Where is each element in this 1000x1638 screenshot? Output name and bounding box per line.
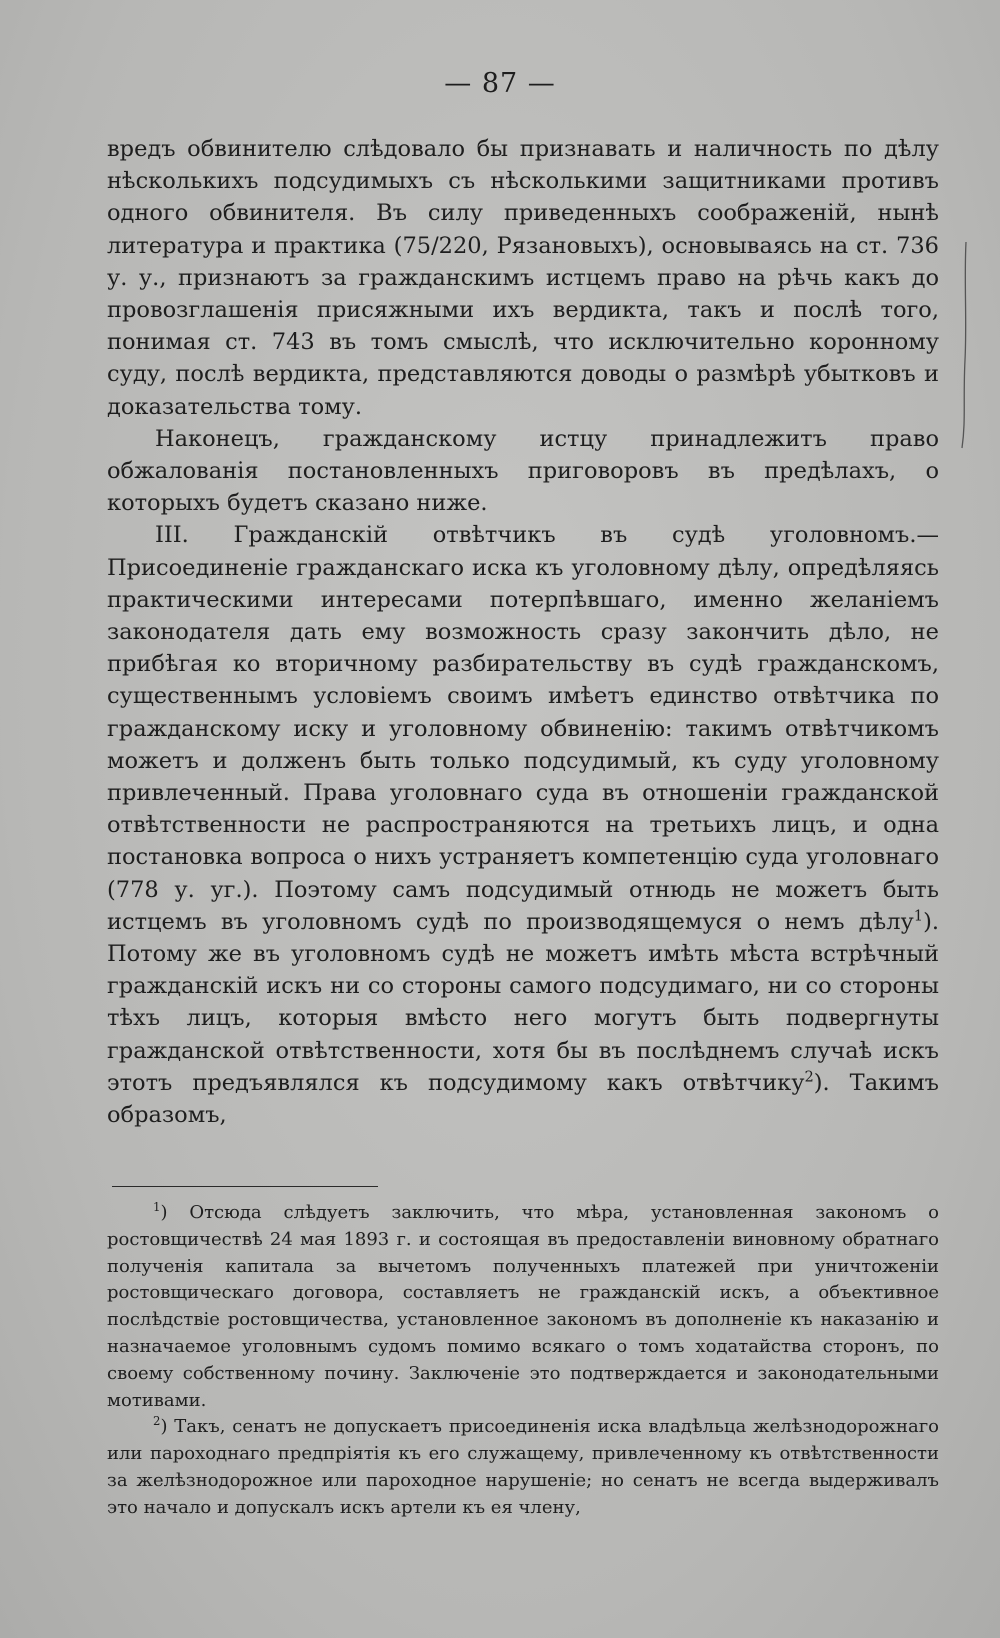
section-heading: III. Гражданскій отвѣтчикъ въ судѣ уголовномъ.—	[155, 522, 939, 549]
paragraph-3-text-a: Присоединеніе гражданскаго иска къ уголовному дѣлу, опредѣляясь практическими интересами потерпѣвшаго, именно желаніемъ законодателя дать ему возможность сразу закончить дѣло, не прибѣгая ко вторичному разбирательству въ судѣ гражданскомъ, существеннымъ условіемъ своимъ имѣетъ единство отвѣтчика по гражданскому иску и уголовному обвиненію: такимъ отвѣтчикомъ можетъ и долженъ быть только подсудимый, къ суду уголовному привлеченный. Права уголовнаго суда въ отношеніи гражданской отвѣтственности не распространяются на третьихъ лицъ, и одна постановка вопроса о нихъ устраняетъ компетенцію суда уголовнаго (778 у. уг.). Поэтому самъ подсудимый отнюдь не можетъ быть истцемъ въ уголовномъ судѣ по производящемуся о немъ дѣлу	[107, 554, 939, 935]
footnote-2-text: ) Такъ, сенатъ не допускаетъ присоединенія иска владѣльца желѣзнодорожнаго или пароходнаго предпріятія къ его служащему, привлеченному къ отвѣтственности за желѣзнодорожное или пароходное нарушеніе; но сенатъ не всегда выдерживалъ это начало и допускалъ искъ артели къ ея члену,	[107, 1416, 939, 1518]
page-number: — 87 —	[444, 68, 556, 99]
footnotes	[107, 1200, 939, 1522]
footnote-ref-1: 1	[913, 907, 924, 925]
paragraph-3-text-b: ). Потому же въ уголовномъ судѣ не можетъ имѣть мѣста встрѣчный гражданскій искъ ни со стороны самого подсудимаго, ни со стороны тѣхъ лицъ, которыя вмѣсто него могутъ быть подвергнуты гражданской отвѣтственности, хотя бы въ послѣднемъ случаѣ искъ этотъ предъявлялся къ подсудимому какъ отвѣтчику	[107, 908, 939, 1096]
footnote-ref-2: 2	[804, 1068, 814, 1086]
footnote-2	[107, 1414, 939, 1521]
footnote-separator	[112, 1186, 378, 1187]
footnote-1	[107, 1200, 939, 1414]
margin-pencil-mark	[958, 240, 972, 450]
footnote-1-mark: 1	[153, 1200, 161, 1214]
paragraph-3-text-c: ). Такимъ образомъ,	[107, 1069, 939, 1129]
footnote-2-mark: 2	[153, 1414, 161, 1429]
footnote-1-text: ) Отсюда слѣдуетъ заключить, что мѣра, установленная закономъ о ростовщичествѣ 24 мая 1893 г. и состоящая въ предоставленіи виновному обратнаго полученія капитала за вычетомъ полученныхъ платежей при уничтоженіи ростовщическаго договора, составляетъ не гражданскій искъ, а объективное послѣдствіе ростовщичества, установленное закономъ въ дополненіе къ наказанію и назначаемое уголовнымъ судомъ помимо всякаго о томъ ходатайства сторонъ, по своему собственному почину. Заключеніе это подтверждается и законодательными мотивами.	[107, 1202, 939, 1411]
main-text	[107, 133, 939, 1131]
paragraph-1: вредъ обвинителю слѣдовало бы признавать и наличность по дѣлу нѣсколькихъ подсудимыхъ съ нѣсколькими защитниками противъ одного обвинителя. Въ силу приведенныхъ соображеній, нынѣ литература и практика (75/220, Рязановыхъ), основываясь на ст. 736 у. у., признаютъ за гражданскимъ истцемъ право на рѣчь какъ до провозглашенія присяжными ихъ вердикта, такъ и послѣ того, понимая ст. 743 въ томъ смыслѣ, что исключительно коронному суду, послѣ вердикта, представляются доводы о размѣрѣ убытковъ и доказательства тому.	[107, 136, 939, 420]
paragraph-3	[107, 519, 939, 1131]
paragraph-2: Наконецъ, гражданскому истцу принадлежитъ право обжалованія постановленныхъ приговоровъ въ предѣлахъ, о которыхъ будетъ сказано ниже.	[107, 425, 939, 517]
